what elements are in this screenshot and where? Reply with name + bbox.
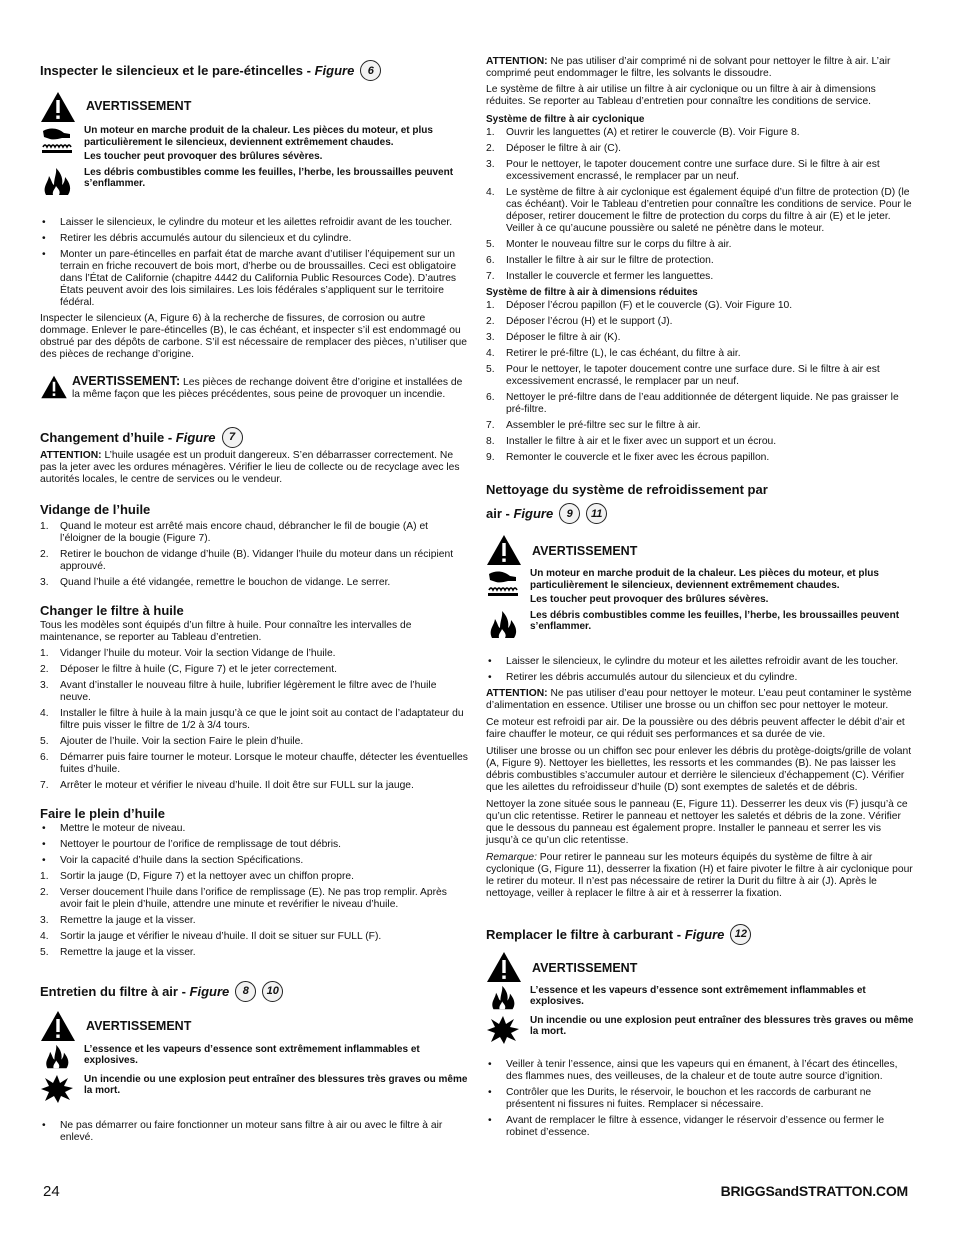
list-item: 3. Remettre la jauge et la visser. bbox=[40, 914, 196, 926]
list-item: 7. Assembler le pré-filtre sec sur le filtre à air. bbox=[486, 420, 701, 431]
fire-icon bbox=[486, 985, 524, 1011]
remark: Remarque: Pour retirer le panneau sur les moteurs équipés du système de filtre à air cyclonique (G, Figure 11), desserrer la fixation (H) et faire pivoter le filtre à air cyclonique pour le retirer du moteur. Il n’est pas nécessaire de retirer la Durit du filtre à air (J). Après le nettoyage, veiller à replacer le filtre à air et à resserrer la fixation. bbox=[486, 851, 913, 899]
right-column bbox=[486, 56, 914, 1143]
figure-badge: 7 bbox=[222, 427, 243, 448]
list-item: 4. Retirer le pré-filtre (L), le cas échéant, du filtre à air. bbox=[486, 348, 741, 359]
section-title-drain: Vidange de l’huile bbox=[40, 501, 151, 517]
list-item: 6. Installer le filtre à air sur le filtre de protection. bbox=[486, 255, 714, 266]
list-item: 5. Ajouter de l’huile. Voir la section Faire le plein d’huile. bbox=[40, 735, 304, 747]
bullet-list bbox=[40, 823, 468, 867]
paragraph: Nettoyer la zone située sous le panneau (E, Figure 11). Desserrer les deux vis (F) jusqu’à ce qu’un clic retentisse. Retirer le panneau et nettoyer les saletés et débris de la zone. Vérifier que le dessous du panneau est également propre. Installer le panneau et serrer les vis jusqu’à ce qu’un clic retentisse. bbox=[486, 798, 908, 846]
list-item: 5. Remettre la jauge et la visser. bbox=[40, 946, 196, 958]
list-item: 2. Déposer le filtre à air (C). bbox=[486, 143, 622, 154]
list-item: • Contrôler que les Durits, le réservoir, le bouchon et les raccords de carburant ne présentent ni fissures ni fuites. Remplacer si nécessaire. bbox=[488, 1086, 872, 1110]
figure-badge: 8 bbox=[235, 981, 256, 1002]
warning-text: Un moteur en marche produit de la chaleur. Les pièces du moteur, et plus particulièrement le silencieux, deviennent extrêmement chaudes. bbox=[530, 568, 879, 591]
bullet-list bbox=[486, 656, 914, 684]
list-item: 3. Quand l’huile a été vidangée, remettre le bouchon de vidange. Le serrer. bbox=[40, 576, 391, 588]
section-title-oil-filter: Changer le filtre à huile bbox=[40, 602, 184, 618]
list-item: 2. Retirer le bouchon de vidange d’huile (B). Vidanger l’huile du moteur dans un récipient approuvé. bbox=[40, 548, 454, 572]
subheading: Système de filtre à air à dimensions réduites bbox=[486, 287, 698, 298]
warning-block bbox=[486, 951, 914, 985]
warning-title: AVERTISSEMENT bbox=[532, 960, 638, 975]
list-item: 4. Sortir la jauge et vérifier le niveau d’huile. Il doit se situer sur FULL (F). bbox=[40, 930, 382, 942]
attention-note: ATTENTION: Ne pas utiliser d’eau pour nettoyer le moteur. L’eau peut contaminer le système d’alimentation en essence. Utiliser une brosse ou un chiffon sec pour nettoyer le moteur. bbox=[486, 687, 912, 711]
list-item: 6. Démarrer puis faire tourner le moteur. Lorsque le moteur chauffe, détecter les éventuelles fuites d’huile. bbox=[40, 751, 468, 775]
list-item: • Laisser le silencieux, le cylindre du moteur et les ailettes refroidir avant de les toucher. bbox=[488, 655, 899, 667]
numbered-list bbox=[40, 521, 468, 589]
warning-title: AVERTISSEMENT bbox=[86, 1018, 192, 1033]
list-item: 5. Monter le nouveau filtre sur le corps du filtre à air. bbox=[486, 239, 732, 250]
list-item: • Avant de remplacer le filtre à essence, vidanger le réservoir d’essence ou fermer le robinet d’essence. bbox=[488, 1114, 885, 1138]
paragraph: Utiliser une brosse ou un chiffon sec pour enlever les débris du protège-doigts/grille de volant (A, Figure 9). Nettoyer les biellettes, les ressorts et les commandes (B). Ne pas laisser les débris combustibles s’accumuler autour et derrière le silencieux d’échappement (C). Vérifier que les ailettes du refroidisseur d’huile (D) sont exemptes de saletés et de débris. bbox=[486, 745, 912, 793]
list-item: 3. Avant d’installer le nouveau filtre à huile, lubrifier légèrement le filtre avec de l’huile neuve. bbox=[40, 679, 437, 703]
warning-block bbox=[486, 534, 914, 568]
paragraph: Ce moteur est refroidi par air. De la poussière ou des débris peuvent affecter le débit d’air et faire chauffer le moteur, ce qui réduit ses performances et sa durée de vie. bbox=[486, 716, 905, 740]
explosion-icon bbox=[486, 1015, 524, 1045]
warning-triangle-icon bbox=[40, 91, 80, 123]
attention-note: ATTENTION: L’huile usagée est un produit dangereux. S’en débarrasser correctement. Ne pas la jeter avec les ordures ménagères. Vérifier le lieu de collecte ou de recyclage avec les autorités locales, le centre de services ou le vendeur. bbox=[40, 449, 460, 485]
list-item: • Laisser le silencieux, le cylindre du moteur et les ailettes refroidir avant de les toucher. bbox=[42, 216, 453, 228]
attention-note: ATTENTION: Ne pas utiliser d’air comprimé ni de solvant pour nettoyer le filtre à air. L’air comprimé peut endommager le filtre, les solvants le dissoudre. bbox=[486, 56, 891, 79]
warning-text: Un moteur en marche produit de la chaleur. Les pièces du moteur, et plus particulièrement le silencieux, deviennent extrêmement chaudes. bbox=[84, 125, 433, 148]
list-item: • Ne pas démarrer ou faire fonctionner un moteur sans filtre à air ou avec le filtre à air enlevé. bbox=[42, 1119, 443, 1143]
fire-icon bbox=[40, 1044, 78, 1070]
warning-text: Les débris combustibles comme les feuilles, l’herbe, les broussailles peuvent s’enflammer. bbox=[530, 609, 900, 632]
fire-icon bbox=[40, 167, 78, 197]
warning-triangle-icon bbox=[40, 375, 68, 401]
section-title-fuel-filter: Remplacer le filtre à carburant - Figure 12 bbox=[486, 924, 914, 945]
list-item: 4. Installer le filtre à huile à la main jusqu’à ce que le joint soit au contact de l’adaptateur du filtre puis visser le filtre de 1/2 à 3/4 tours. bbox=[40, 707, 464, 731]
list-item: 3. Pour le nettoyer, le tapoter doucement contre une surface dure. Si le filtre à air est excessivement encrassé, le remplacer par un neuf. bbox=[486, 159, 880, 182]
section-title-cooling: Nettoyage du système de refroidissement par air - Figure 9 11 bbox=[486, 482, 914, 524]
warning-title: AVERTISSEMENT: bbox=[72, 373, 181, 388]
list-item: • Voir la capacité d’huile dans la section Spécifications. bbox=[42, 854, 304, 866]
list-item: • Monter un pare-étincelles en parfait état de marche avant d’utiliser l’équipement sur un terrain en friche recouvert de bois mort, d’herbe ou de broussailles. Ceci est obligatoire dans l’État de Californie (chapitre 4442 du California Public Resources Code). D’autres États peuvent avoir des lois similaires. Les lois fédérales s’appliquent sur le territoire fédéral. bbox=[42, 248, 457, 308]
list-item: 7. Arrêter le moteur et vérifier le niveau d’huile. Il doit être sur FULL sur la jauge. bbox=[40, 779, 414, 791]
warning-text: Les toucher peut provoquer des brûlures sévères. bbox=[84, 151, 323, 162]
paragraph: Inspecter le silencieux (A, Figure 6) à la recherche de fissures, de corrosion ou autre dommage. Enlever le pare-étincelles (B), le cas échéant, et inspecter s’il est endommagé ou obstrué par des dépôts de carbone. S’il est nécessaire de remplacer des pièces, n’utiliser que des pièces de rechange d’origine. bbox=[40, 312, 467, 360]
warning-title: AVERTISSEMENT bbox=[532, 544, 638, 558]
warning-triangle-icon bbox=[486, 534, 526, 568]
figure-badge: 6 bbox=[360, 60, 381, 81]
list-item: 1. Sortir la jauge (D, Figure 7) et la nettoyer avec un chiffon propre. bbox=[40, 870, 354, 882]
warning-text: L’essence et les vapeurs d’essence sont extrêmement inflammables et explosives. bbox=[84, 1043, 420, 1066]
section-title-oil-fill: Faire le plein d’huile bbox=[40, 805, 165, 821]
figure-badge: 12 bbox=[730, 924, 751, 945]
bullet-list bbox=[40, 217, 468, 309]
subheading: Système de filtre à air cyclonique bbox=[486, 114, 645, 125]
explosion-icon bbox=[40, 1074, 78, 1104]
warning-text: L’essence et les vapeurs d’essence sont extrêmement inflammables et explosives. bbox=[530, 984, 866, 1007]
warning-block bbox=[40, 91, 468, 123]
section-title-air-filter: Entretien du filtre à air - Figure 8 10 bbox=[40, 981, 468, 1002]
list-item: 1. Ouvrir les languettes (A) et retirer le couvercle (B). Voir Figure 8. bbox=[486, 127, 800, 138]
warning-triangle-icon bbox=[486, 951, 526, 985]
section-title-muffler: Inspecter le silencieux et le pare-étincelles - Figure 6 bbox=[40, 60, 468, 81]
left-column bbox=[40, 56, 468, 1148]
list-item: 2. Verser doucement l’huile dans l’orifice de remplissage (E). Ne pas trop remplir. Après avoir fait le plein d’huile, attendre une minute et revérifier le niveau d’huile. bbox=[40, 886, 447, 910]
warning-text: Les toucher peut provoquer des brûlures sévères. bbox=[530, 594, 769, 605]
paragraph: Tous les modèles sont équipés d’un filtre à huile. Pour connaître les intervalles de maintenance, se reporter au Tableau d’entretien. bbox=[40, 619, 412, 643]
numbered-list bbox=[486, 300, 914, 464]
list-item: 1. Vidanger l’huile du moteur. Voir la section Vidange de l’huile. bbox=[40, 647, 336, 659]
list-item: 2. Déposer l’écrou (H) et le support (J). bbox=[486, 316, 673, 327]
section-title-oil-change: Changement d’huile - Figure 7 bbox=[40, 427, 468, 448]
figure-badge: 9 bbox=[559, 503, 580, 524]
list-item: 8. Installer le filtre à air et le fixer avec un support et un écrou. bbox=[486, 436, 777, 447]
list-item: 4. Le système de filtre à air cyclonique est également équipé d’un filtre de protection (D) (le cas échéant). Voir le Tableau d’entretien pour connaître les conditions de service. Pour le déposer, retirer doucement le filtre de protection du corps du filtre à air (E) et le jeter. Veiller à ce qu’aucune poussière ou saleté ne pénètre dans le moteur. bbox=[486, 187, 912, 234]
hot-surface-icon bbox=[486, 568, 524, 598]
list-item: 1. Déposer l’écrou papillon (F) et le couvercle (G). Voir Figure 10. bbox=[486, 300, 793, 311]
inline-warning: AVERTISSEMENT: Les pièces de rechange doivent être d’origine et installées de la même façon que les pièces précédentes, sous peine de provoquer un incendie. bbox=[40, 375, 468, 401]
list-item: • Veiller à tenir l’essence, ainsi que les vapeurs qui en émanent, à l’écart des étincelles, des flammes nues, des veilleuses, de la chaleur et de toute autre source d’ignition. bbox=[488, 1058, 898, 1082]
page-number: 24 bbox=[43, 1183, 60, 1200]
fire-icon bbox=[486, 610, 524, 640]
list-item: 1. Quand le moteur est arrêté mais encore chaud, débrancher le fil de bougie (A) et l’éloigner de la bougie (Figure 7). bbox=[40, 520, 429, 544]
bullet-list bbox=[486, 1059, 914, 1139]
hot-surface-icon bbox=[40, 125, 78, 155]
warning-triangle-icon bbox=[40, 1010, 80, 1042]
bullet-list bbox=[40, 1120, 468, 1144]
list-item: 7. Installer le couvercle et fermer les languettes. bbox=[486, 271, 714, 282]
website-link[interactable]: BRIGGSandSTRATTON.COM bbox=[720, 1183, 908, 1199]
list-item: • Nettoyer le pourtour de l’orifice de remplissage de tout débris. bbox=[42, 838, 342, 850]
paragraph: Le système de filtre à air utilise un filtre à air cyclonique ou un filtre à air à dimensions réduites. Se reporter au Tableau d’entretien pour connaître les conditions de service. bbox=[486, 84, 876, 107]
warning-text: Un incendie ou une explosion peut entraîner des blessures très graves ou même la mort. bbox=[530, 1014, 914, 1037]
warning-text: Un incendie ou une explosion peut entraîner des blessures très graves ou même la mort. bbox=[84, 1073, 468, 1096]
warning-text: Les débris combustibles comme les feuilles, l’herbe, les broussailles peuvent s’enflammer. bbox=[84, 166, 454, 189]
numbered-list bbox=[486, 127, 914, 283]
list-item: • Mettre le moteur de niveau. bbox=[42, 822, 186, 834]
numbered-list bbox=[40, 871, 468, 959]
list-item: 6. Nettoyer le pré-filtre dans de l’eau additionnée de détergent liquide. Ne pas graisser le pré-filtre. bbox=[486, 392, 899, 415]
list-item: 2. Déposer le filtre à huile (C, Figure 7) et le jeter correctement. bbox=[40, 663, 337, 675]
list-item: 5. Pour le nettoyer, le tapoter doucement contre une surface dure. Si le filtre à air est excessivement encrassé, le remplacer par un neuf. bbox=[486, 364, 880, 387]
figure-badge: 10 bbox=[262, 981, 283, 1002]
list-item: 3. Déposer le filtre à air (K). bbox=[486, 332, 621, 343]
warning-block bbox=[40, 1010, 468, 1042]
list-item: • Retirer les débris accumulés autour du silencieux et du cylindre. bbox=[488, 671, 798, 683]
figure-badge: 11 bbox=[586, 503, 607, 524]
warning-title: AVERTISSEMENT bbox=[86, 99, 192, 113]
list-item: • Retirer les débris accumulés autour du silencieux et du cylindre. bbox=[42, 232, 352, 244]
numbered-list bbox=[40, 648, 468, 792]
list-item: 9. Remonter le couvercle et le fixer avec les écrous papillon. bbox=[486, 452, 770, 463]
